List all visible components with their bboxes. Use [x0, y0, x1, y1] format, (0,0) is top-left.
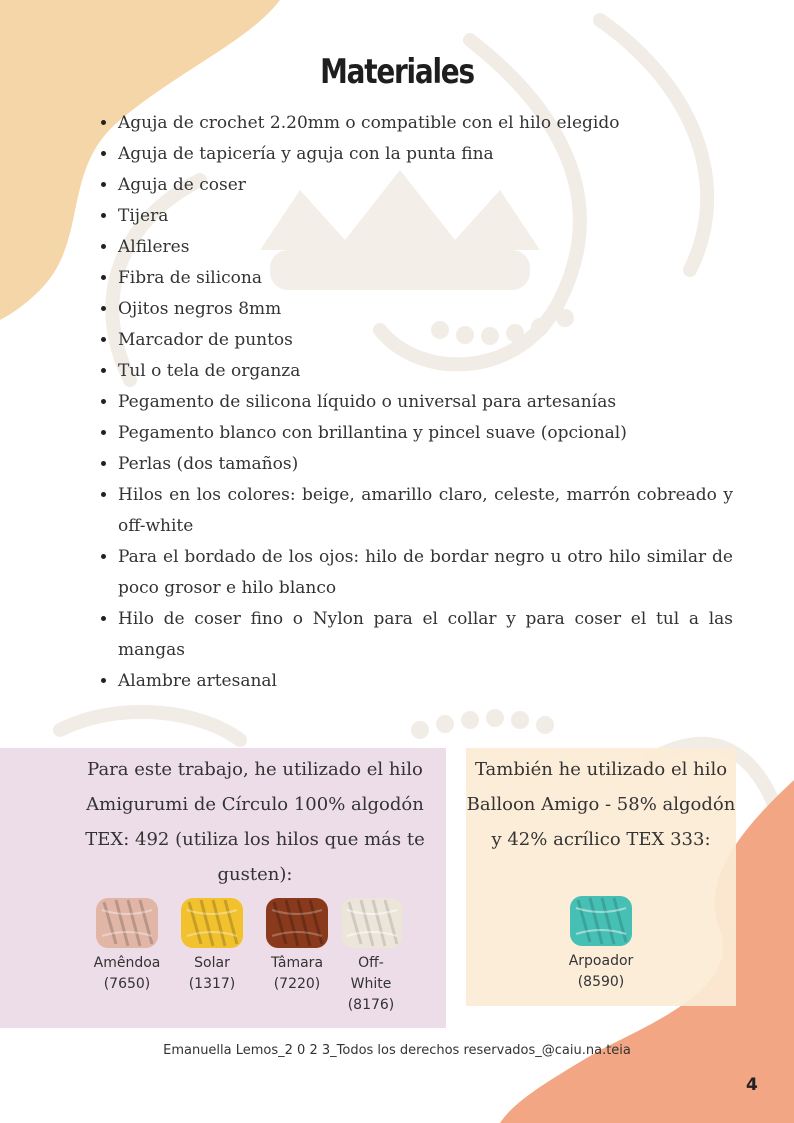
yarn-swatch-solar: [169, 896, 255, 995]
yarn-code: (8176): [347, 997, 395, 1013]
yarn-code: (8590): [577, 974, 625, 990]
balloon-yarn-description: También he utilizado el hilo Balloon Amigo - 58% algodón y 42% acrílico TEX 333:: [466, 759, 736, 850]
balloon-yarn-box: [466, 748, 736, 1006]
list-item: • Hilos en los colores: beige, amarillo claro, celeste, marrón cobreado y off-white: [118, 480, 733, 542]
yarn-swatch-arpoador: [558, 894, 644, 993]
list-item: • Perlas (dos tamaños): [118, 449, 733, 480]
page-title: Materiales: [320, 52, 474, 92]
yarn-swatch-tamara: [254, 896, 340, 995]
list-item: • Alambre artesanal: [118, 666, 733, 697]
yarn-code: (7220): [273, 976, 321, 992]
list-item: • Ojitos negros 8mm: [118, 294, 733, 325]
materials-list: [100, 108, 733, 697]
yarn-skein-icon: [179, 896, 245, 950]
list-item: • Aguja de crochet 2.20mm o compatible con el hilo elegido: [118, 108, 733, 139]
page-number: 4: [746, 1075, 758, 1095]
yarn-name: Off-White: [350, 955, 392, 992]
yarn-code: (7650): [103, 976, 151, 992]
yarn-name: Arpoador: [568, 953, 634, 969]
list-item: • Pegamento blanco con brillantina y pincel suave (opcional): [118, 418, 733, 449]
yarn-skein-icon: [264, 896, 330, 950]
list-item: • Aguja de coser: [118, 170, 733, 201]
yarn-name: Solar: [194, 955, 230, 971]
circulo-yarn-box: [0, 748, 446, 1028]
list-item: • Tul o tela de organza: [118, 356, 733, 387]
list-item: • Tijera: [118, 201, 733, 232]
yarn-skein-icon: [568, 894, 634, 948]
list-item: • Alfileres: [118, 232, 733, 263]
copyright-footer: Emanuella Lemos_2 0 2 3_Todos los derechos reservados_@caiu.na.teia: [163, 1043, 631, 1058]
yarn-swatch-amendoa: [84, 896, 170, 995]
yarn-skein-icon: [339, 896, 405, 950]
list-item: • Marcador de puntos: [118, 325, 733, 356]
yarn-skein-icon: [94, 896, 160, 950]
circulo-yarn-description: Para este trabajo, he utilizado el hilo Amigurumi de Círculo 100% algodón TEX: 492 (utiliza los hilos que más te gusten):: [85, 759, 425, 885]
list-item: • Fibra de silicona: [118, 263, 733, 294]
yarn-name: Amêndoa: [93, 955, 161, 971]
yarn-code: (1317): [188, 976, 236, 992]
list-item: • Hilo de coser fino o Nylon para el collar y para coser el tul a las mangas: [118, 604, 733, 666]
list-item: • Pegamento de silicona líquido o universal para artesanías: [118, 387, 733, 418]
list-item: • Para el bordado de los ojos: hilo de bordar negro u otro hilo similar de poco grosor e hilo blanco: [118, 542, 733, 604]
yarn-name: Tâmara: [270, 955, 324, 971]
yarn-swatch-off-white: [339, 896, 403, 1016]
list-item: • Aguja de tapicería y aguja con la punta fina: [118, 139, 733, 170]
